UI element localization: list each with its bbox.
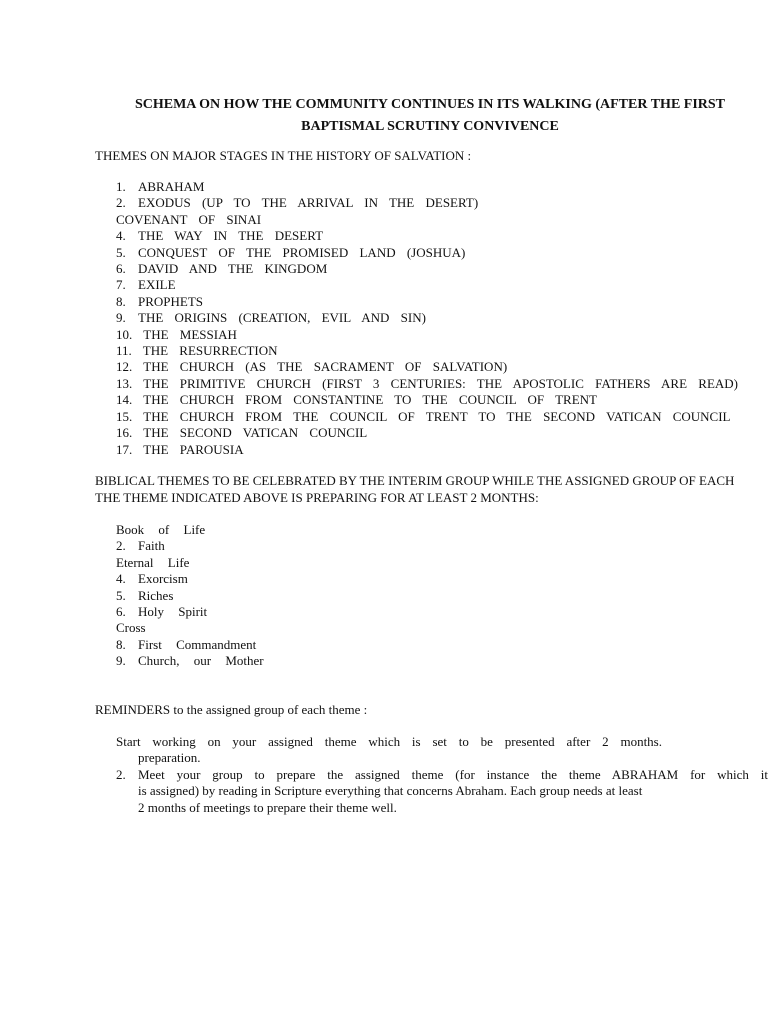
biblical-theme-item-text: Riches [138, 587, 174, 603]
biblical-theme-item [116, 571, 766, 587]
biblical-theme-item [116, 588, 766, 604]
biblical-theme-item [116, 538, 766, 554]
biblical-theme-item [116, 637, 766, 653]
theme-item-text: 12. THE CHURCH (AS THE SACRAMENT OF SALVATION) [116, 359, 508, 375]
biblical-theme-item-text: Church, our Mother [138, 653, 264, 669]
theme-item [116, 442, 766, 458]
biblical-theme-item-text: Holy Spirit [138, 604, 208, 620]
theme-item-text: THE WAY IN THE DESERT [138, 228, 324, 244]
theme-item-number: 9. [116, 310, 126, 326]
reminder-2-number: 2. [116, 766, 126, 782]
reminder-1-line-1: Start working on your assigned theme which is set to be presented after 2 months. [116, 734, 662, 749]
themes-list [116, 179, 766, 458]
title-line-2: BAPTISMAL SCRUTINY CONVIVENCE [301, 119, 559, 134]
reminder-2-line-3: 2 months of meetings to prepare their theme well. [138, 799, 397, 815]
theme-item-number: 8. [116, 293, 126, 309]
title-line-1: SCHEMA ON HOW THE COMMUNITY CONTINUES IN ITS WALKING (AFTER THE FIRST [134, 97, 726, 112]
biblical-themes-heading [95, 473, 765, 506]
theme-item [116, 425, 766, 441]
reminders-heading: REMINDERS to the assigned group of each theme : [95, 702, 368, 717]
biblical-theme-item-number: 2. [116, 538, 126, 554]
biblical-theme-item [116, 620, 766, 636]
document-title [90, 94, 768, 138]
theme-item [116, 343, 766, 359]
theme-item [116, 212, 766, 228]
theme-item-text: 10. THE MESSIAH [116, 326, 237, 342]
theme-item-text: EXODUS (UP TO THE ARRIVAL IN THE DESERT) [138, 195, 479, 211]
reminder-2-line-2: is assigned) by reading in Scripture everything that concerns Abraham. Each group needs at least [138, 783, 643, 799]
theme-item [116, 277, 766, 293]
biblical-theme-item-text: Exorcism [138, 571, 188, 587]
biblical-theme-item [116, 604, 766, 620]
biblical-theme-item-number: 5. [116, 587, 126, 603]
reminder-2-line-1 [116, 767, 768, 783]
theme-item [116, 409, 766, 425]
biblical-theme-item-number: 9. [116, 653, 126, 669]
biblical-theme-item-number: 6. [116, 604, 126, 620]
biblical-heading-line-1: BIBLICAL THEMES TO BE CELEBRATED BY THE INTERIM GROUP WHILE THE ASSIGNED GROUP OF EACH [95, 473, 735, 488]
theme-item [116, 310, 766, 326]
theme-item-text: THE ORIGINS (CREATION, EVIL AND SIN) [138, 310, 426, 326]
biblical-theme-item-number: 8. [116, 636, 126, 652]
theme-item [116, 261, 766, 277]
theme-item-number: 6. [116, 261, 126, 277]
theme-item-text: ABRAHAM [138, 179, 205, 194]
reminder-2-text: Meet your group to prepare the assigned theme (for instance the theme ABRAHAM for which it [138, 766, 768, 782]
theme-item [116, 245, 766, 261]
theme-item-text: 15. THE CHURCH FROM THE COUNCIL OF TRENT TO THE SECOND VATICAN COUNCIL [116, 408, 731, 424]
theme-item-text: 11. THE RESURRECTION [116, 343, 278, 359]
biblical-theme-item [116, 522, 766, 538]
theme-item-number: 7. [116, 277, 126, 293]
reminders-list [116, 734, 768, 816]
theme-item [116, 195, 766, 211]
theme-item-number: 4. [116, 228, 126, 244]
theme-item [116, 376, 766, 392]
theme-item-text: 14. THE CHURCH FROM CONSTANTINE TO THE COUNCIL OF TRENT [116, 392, 597, 408]
theme-item-text: CONQUEST OF THE PROMISED LAND (JOSHUA) [138, 244, 466, 260]
theme-item-text: DAVID AND THE KINGDOM [138, 261, 328, 277]
theme-item-text: PROPHETS [138, 293, 204, 309]
biblical-theme-item-text: Cross [116, 620, 146, 636]
theme-item-text: 13. THE PRIMITIVE CHURCH (FIRST 3 CENTURIES: THE APOSTOLIC FATHERS ARE READ) [116, 375, 739, 391]
themes-heading: THEMES ON MAJOR STAGES IN THE HISTORY OF SALVATION : [95, 148, 472, 163]
theme-item [116, 392, 766, 408]
theme-item-number: 1. [116, 179, 126, 194]
theme-item [116, 327, 766, 343]
theme-item-number: 5. [116, 244, 126, 260]
theme-item-text: 16. THE SECOND VATICAN COUNCIL [116, 425, 368, 441]
theme-item [116, 179, 766, 195]
theme-item [116, 228, 766, 244]
reminder-1-line-2: preparation. [138, 750, 201, 766]
theme-item-text: EXILE [138, 277, 176, 293]
biblical-theme-item-text: Book of Life [116, 522, 206, 537]
theme-item [116, 294, 766, 310]
theme-item-number: 2. [116, 195, 126, 211]
biblical-theme-item-number: 4. [116, 571, 126, 587]
biblical-theme-item-text: Faith [138, 538, 165, 554]
biblical-theme-item [116, 653, 766, 669]
biblical-heading-line-2: THE THEME INDICATED ABOVE IS PREPARING FOR AT LEAST 2 MONTHS: [95, 489, 539, 505]
biblical-theme-item-text: Eternal Life [116, 554, 190, 570]
biblical-themes-list [116, 522, 766, 670]
theme-item-text: 17. THE PAROUSIA [116, 441, 244, 457]
biblical-theme-item-text: First Commandment [138, 636, 257, 652]
theme-item-text: COVENANT OF SINAI [116, 211, 262, 227]
biblical-theme-item [116, 555, 766, 571]
theme-item [116, 359, 766, 375]
